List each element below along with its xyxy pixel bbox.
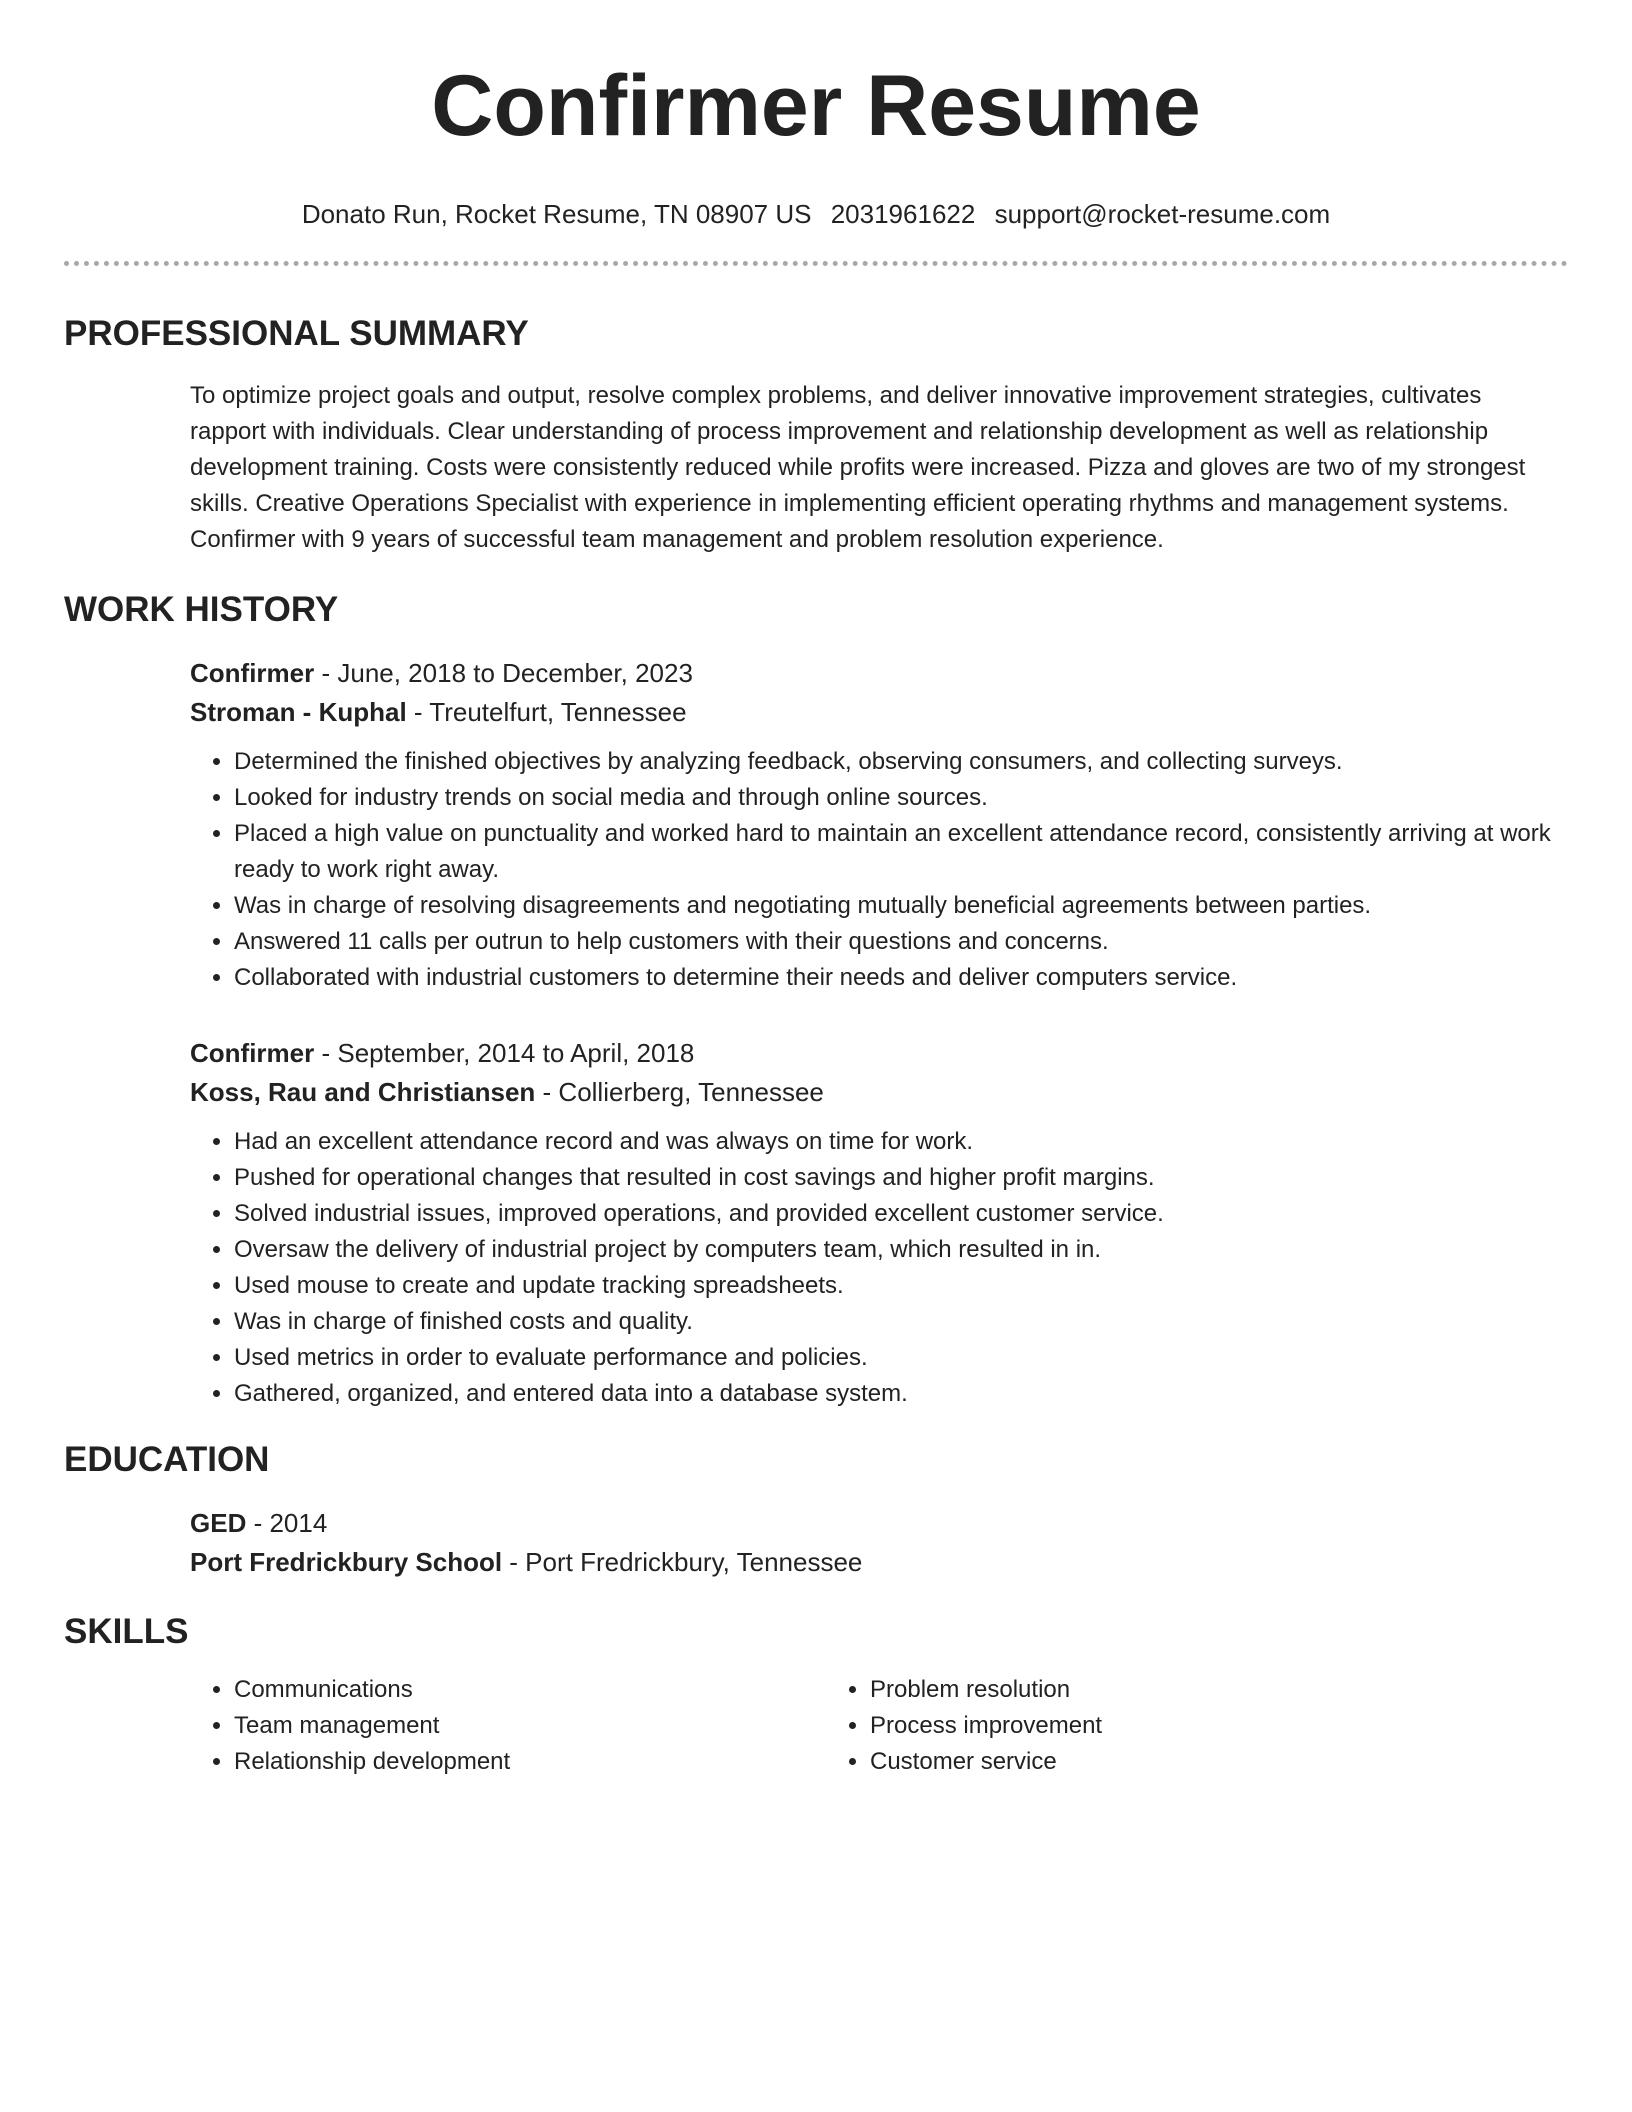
skill-item: • Customer service [870, 1744, 1102, 1780]
education-year: - 2014 [246, 1508, 328, 1538]
list-item: • Used mouse to create and update tracking spreadsheets. [234, 1268, 1568, 1304]
list-item: • Solved industrial issues, improved operations, and provided excellent customer service. [234, 1196, 1568, 1232]
summary-text: To optimize project goals and output, resolve complex problems, and deliver innovative improvement strategies, cultivates rapport with individuals. Clear understanding of process improvement and relationship development as well as relationship development training. Costs were consistently reduced while profits were increased. Pizza and gloves are two of my strongest skills. Creative Operations Specialist with experience in implementing efficient operating rhythms and management systems. Confirmer with 9 years of successful team management and problem resolution experience. [190, 382, 1526, 553]
list-item: • Determined the finished objectives by analyzing feedback, observing consumers, and collecting surveys. [234, 744, 1568, 780]
education-degree-line [190, 1504, 1568, 1543]
job-company: Koss, Rau and Christiansen [190, 1077, 536, 1107]
job-role: Confirmer [190, 658, 315, 688]
job-company-line [190, 693, 1568, 732]
skill-item: • Relationship development [234, 1744, 826, 1780]
list-item: • Was in charge of resolving disagreements and negotiating mutually beneficial agreements between parties. [234, 888, 1568, 924]
contact-email: support@rocket-resume.com [994, 199, 1331, 229]
resume-name: Confirmer Resume [431, 58, 1201, 154]
job-role: Confirmer [190, 1038, 315, 1068]
job-company-line [190, 1073, 1568, 1112]
education-location: - Port Fredrickbury, Tennessee [502, 1547, 863, 1577]
job-entry [190, 654, 1568, 996]
list-item: • Answered 11 calls per outrun to help customers with their questions and concerns. [234, 924, 1568, 960]
header-divider [64, 261, 1568, 266]
job-dates: - September, 2014 to April, 2018 [314, 1038, 695, 1068]
education-school: Port Fredrickbury School [190, 1547, 503, 1577]
skills-list [190, 1672, 1568, 1780]
section-title-skills: SKILLS [64, 1612, 189, 1651]
list-item: • Looked for industry trends on social media and through online sources. [234, 780, 1568, 816]
section-title-work-history: WORK HISTORY [64, 590, 339, 629]
list-item: • Gathered, organized, and entered data into a database system. [234, 1376, 1568, 1412]
skill-item: • Problem resolution [870, 1672, 1102, 1708]
job-bullets [190, 1124, 1568, 1412]
section-title-education: EDUCATION [64, 1440, 270, 1479]
skill-item: • Process improvement [870, 1708, 1102, 1744]
list-item: • Oversaw the delivery of industrial project by computers team, which resulted in in. [234, 1232, 1568, 1268]
education-school-line [190, 1543, 1568, 1582]
job-dates: - June, 2018 to December, 2023 [314, 658, 693, 688]
list-item: • Collaborated with industrial customers to determine their needs and deliver computers service. [234, 960, 1568, 996]
job-location: - Treutelfurt, Tennessee [406, 697, 687, 727]
job-location: - Collierberg, Tennessee [535, 1077, 824, 1107]
skill-item: • Communications [234, 1672, 826, 1708]
contact-phone: 2031961622 [830, 199, 976, 229]
education-entry [190, 1504, 1568, 1582]
job-entry [190, 1034, 1568, 1412]
skills-column-left [190, 1672, 826, 1780]
skill-item: • Team management [234, 1708, 826, 1744]
list-item: • Placed a high value on punctuality and worked hard to maintain an excellent attendance record, consistently arriving at work ready to work right away. [234, 816, 1568, 888]
education-degree: GED [190, 1508, 247, 1538]
contact-address: Donato Run, Rocket Resume, TN 08907 US [301, 199, 812, 229]
list-item: • Used metrics in order to evaluate performance and policies. [234, 1340, 1568, 1376]
list-item: • Had an excellent attendance record and was always on time for work. [234, 1124, 1568, 1160]
list-item: • Was in charge of finished costs and quality. [234, 1304, 1568, 1340]
job-title-line [190, 654, 1568, 693]
list-item: • Pushed for operational changes that resulted in cost savings and higher profit margins. [234, 1160, 1568, 1196]
job-bullets [190, 744, 1568, 996]
job-company: Stroman - Kuphal [190, 697, 407, 727]
skills-column-right [826, 1672, 1102, 1780]
section-title-summary: PROFESSIONAL SUMMARY [64, 314, 529, 353]
contact-line [64, 198, 1568, 230]
job-title-line [190, 1034, 1568, 1073]
